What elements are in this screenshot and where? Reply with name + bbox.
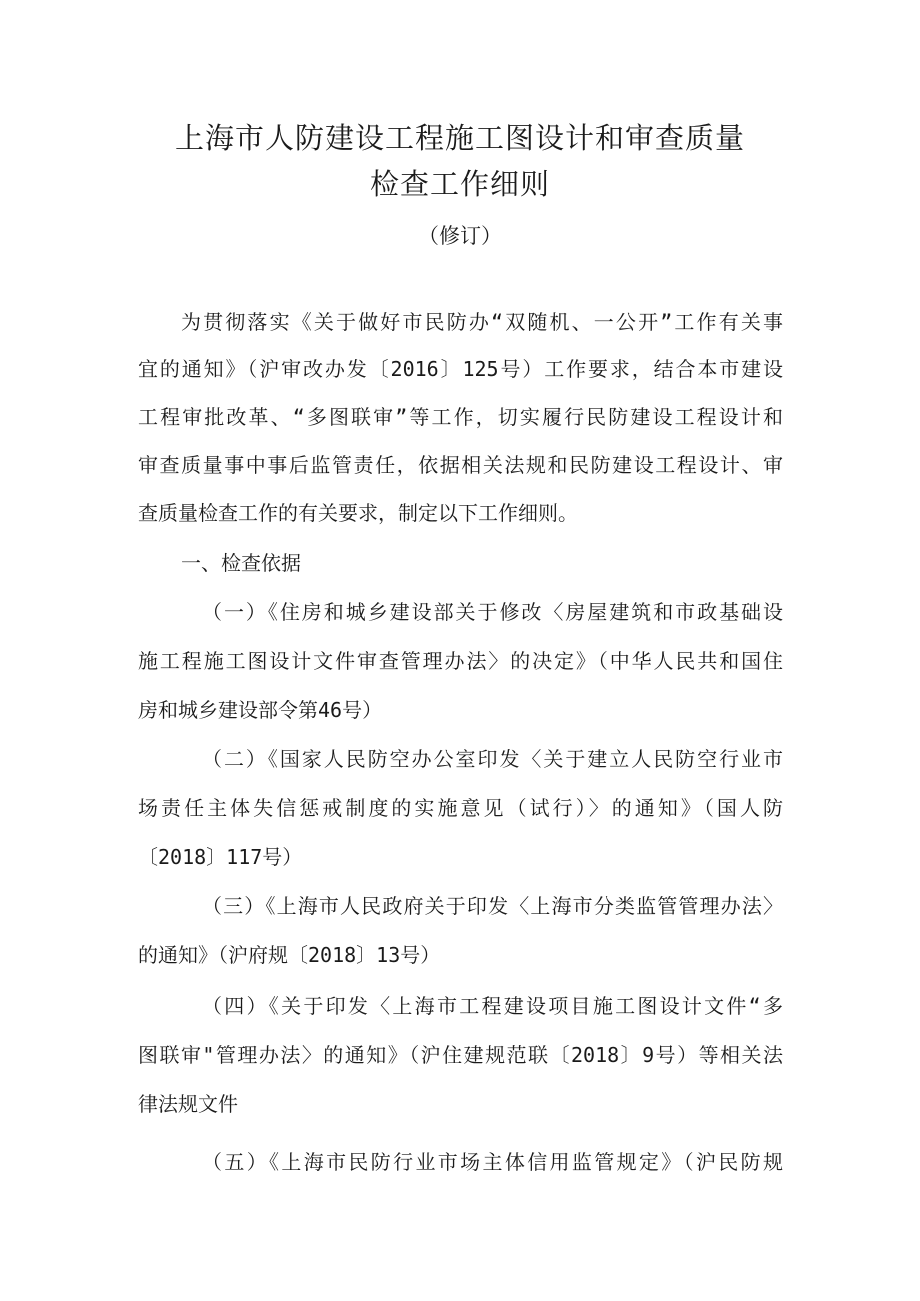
- document-subtitle: （修订）: [418, 224, 502, 248]
- paragraph-line: （四）《关于印发〈上海市工程建设项目施工图设计文件“多: [202, 994, 783, 1018]
- paragraph-line: 〔2018〕117号）: [138, 845, 303, 869]
- paragraph-line: 为贯彻落实《关于做好市民防办“双随机、一公开”工作有关事: [181, 310, 783, 334]
- paragraph-line: 场责任主体失信惩戒制度的实施意见（试行）〉的通知》（国人防: [138, 796, 783, 820]
- paragraph-line: 审查质量事中事后监管责任，依据相关法规和民防建设工程设计、审: [138, 453, 783, 477]
- paragraph-line: （一）《住房和城乡建设部关于修改〈房屋建筑和市政基础设: [202, 600, 783, 624]
- paragraph-line: 宜的通知》（沪审改办发〔2016〕125号）工作要求，结合本市建设: [138, 357, 783, 381]
- paragraph-line: 查质量检查工作的有关要求，制定以下工作细则。: [138, 501, 578, 525]
- paragraph-line: 图联审"管理办法〉的通知》（沪住建规范联〔2018〕9号）等相关法: [138, 1043, 783, 1067]
- paragraph-line: 施工程施工图设计文件审查管理办法〉的决定》（中华人民共和国住: [138, 649, 783, 673]
- paragraph-line: （三）《上海市人民政府关于印发〈上海市分类监管管理办法〉: [202, 894, 783, 918]
- section-heading: 一、检查依据: [181, 551, 301, 575]
- document-title-line-2: 检查工作细则: [369, 167, 550, 201]
- paragraph-line: 房和城乡建设部令第46号）: [138, 698, 383, 722]
- paragraph-line: 的通知》（沪府规〔2018〕13号）: [138, 943, 441, 967]
- paragraph-line: （五）《上海市民防行业市场主体信用监管规定》（沪民防规: [202, 1150, 783, 1174]
- paragraph-line: 律法规文件: [138, 1092, 238, 1116]
- paragraph-line: （二）《国家人民防空办公室印发〈关于建立人民防空行业市: [202, 747, 783, 771]
- paragraph-line: 工程审批改革、“多图联审”等工作，切实履行民防建设工程设计和: [138, 405, 783, 429]
- document-title-line-1: 上海市人防建设工程施工图设计和审查质量: [174, 121, 745, 155]
